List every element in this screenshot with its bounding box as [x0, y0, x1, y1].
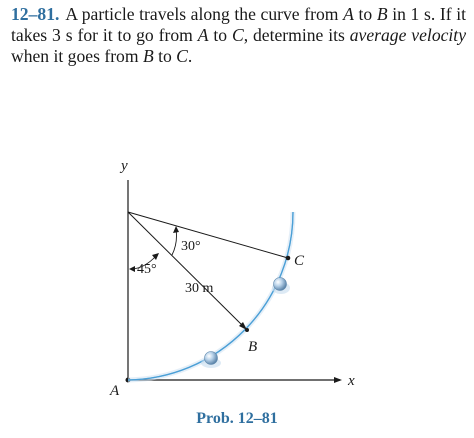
- problem-text-run: in 1 s. If it takes 3 s for it to go from: [11, 4, 466, 45]
- problem-text-run: when it goes from: [11, 46, 143, 66]
- point-c-dot: [286, 256, 291, 261]
- angle-45-label: 45°: [137, 262, 157, 277]
- x-axis-arrow: [334, 377, 342, 383]
- problem-number: 12–81.: [11, 4, 60, 24]
- figure-caption: Prob. 12–81: [196, 410, 278, 427]
- problem-italic-term: A: [197, 25, 209, 45]
- problem-text-run: A particle travels along the curve from: [65, 4, 344, 24]
- problem-italic-term: average velocity: [349, 25, 467, 45]
- y-axis-label: y: [121, 158, 128, 174]
- problem-text-run: , determine its: [243, 25, 350, 45]
- point-b-dot: [245, 328, 249, 332]
- x-axis-label: x: [348, 373, 355, 389]
- problem-italic-term: C: [231, 25, 244, 45]
- point-a-label: A: [110, 383, 120, 399]
- angle-45-arrow-left: [129, 266, 135, 272]
- radius-label: 30 m: [185, 281, 214, 296]
- particle-upper: [274, 278, 287, 291]
- point-b-label: B: [248, 339, 258, 355]
- problem-italic-term: B: [376, 4, 388, 24]
- angle-30-arrow: [173, 226, 179, 233]
- angle-30-arc: [172, 229, 177, 255]
- problem-text-run: to: [353, 4, 377, 24]
- problem-italic-term: B: [142, 46, 154, 66]
- angle-30-label: 30°: [181, 239, 201, 254]
- problem-text-run: .: [187, 46, 193, 66]
- problem-text-run: to: [153, 46, 177, 66]
- problem-italic-term: C: [176, 46, 188, 66]
- point-c-label: C: [294, 253, 305, 269]
- problem-italic-term: A: [343, 4, 354, 24]
- particle-lower: [205, 352, 218, 365]
- problem-text-run: to: [208, 25, 232, 45]
- line-to-c: [128, 212, 288, 258]
